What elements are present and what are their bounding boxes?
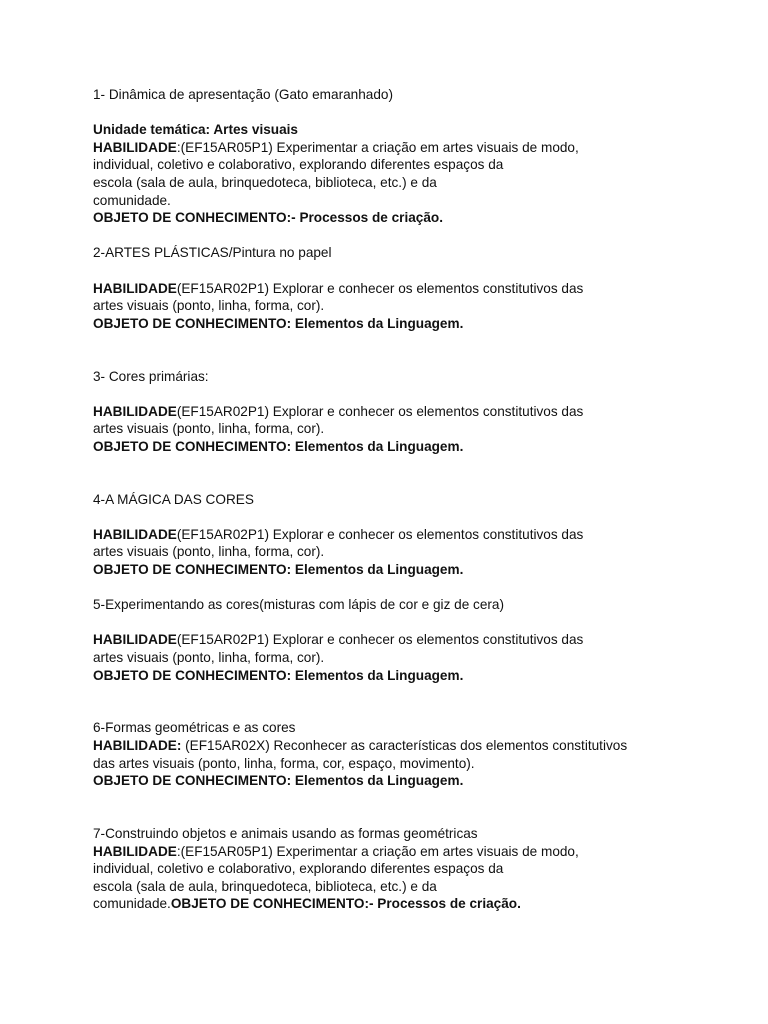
skill-label: HABILIDADE [93,403,177,419]
skill-label: HABILIDADE [93,280,177,296]
thematic-unit: Unidade temática: Artes visuais [93,122,298,138]
skill-line: escola (sala de aula, brinquedoteca, biblioteca, etc.) e da [93,878,437,894]
skill-label: HABILIDADE [93,632,177,648]
skill-label: HABILIDADE [93,843,177,859]
skill-line: individual, coletivo e colaborativo, explorando diferentes espaços da [93,157,504,173]
skill-line: escola (sala de aula, brinquedoteca, biblioteca, etc.) e da [93,174,437,190]
skill-line: HABILIDADE(EF15AR02P1) Explorar e conhecer os elementos constitutivos das [93,280,584,296]
skill-line: artes visuais (ponto, linha, forma, cor). [93,421,325,437]
section-title: 7-Construindo objetos e animais usando as formas geométricas [93,825,478,841]
knowledge-object: OBJETO DE CONHECIMENTO:- Processos de criação. [170,896,521,912]
skill-label: HABILIDADE: [93,737,182,753]
section-title: 6-Formas geométricas e as cores [93,720,296,736]
skill-line: HABILIDADE:(EF15AR05P1) Experimentar a criação em artes visuais de modo, [93,843,579,859]
skill-line: artes visuais (ponto, linha, forma, cor). [93,298,325,314]
skill-line: HABILIDADE(EF15AR02P1) Explorar e conhecer os elementos constitutivos das [93,403,584,419]
skill-line: HABILIDADE:(EF15AR05P1) Experimentar a criação em artes visuais de modo, [93,139,579,155]
section-title: 2-ARTES PLÁSTICAS/Pintura no papel [93,245,332,261]
skill-line: HABILIDADE(EF15AR02P1) Explorar e conhecer os elementos constitutivos das [93,526,584,542]
skill-line: comunidade. [93,192,171,208]
skill-label: HABILIDADE [93,139,177,155]
skill-line: HABILIDADE: (EF15AR02X) Reconhecer as características dos elementos constitutivos [93,737,628,753]
skill-line: artes visuais (ponto, linha, forma, cor). [93,650,325,665]
knowledge-object: OBJETO DE CONHECIMENTO: Elementos da Linguagem. [93,438,464,454]
skill-line: comunidade.OBJETO DE CONHECIMENTO:- Processos de criação. [93,896,521,912]
skill-line: artes visuais (ponto, linha, forma, cor). [93,544,325,560]
knowledge-object: OBJETO DE CONHECIMENTO: Elementos da Linguagem. [93,667,464,683]
knowledge-object: OBJETO DE CONHECIMENTO:- Processos de criação. [93,210,444,226]
knowledge-object: OBJETO DE CONHECIMENTO: Elementos da Linguagem. [93,773,464,789]
knowledge-object: OBJETO DE CONHECIMENTO: Elementos da Linguagem. [93,315,464,331]
document-content [93,86,693,913]
knowledge-object: OBJETO DE CONHECIMENTO: Elementos da Linguagem. [93,562,464,578]
skill-line: individual, coletivo e colaborativo, explorando diferentes espaços da [93,861,504,877]
section-title: 4-A MÁGICA DAS CORES [93,491,254,507]
skill-line: das artes visuais (ponto, linha, forma, cor, espaço, movimento). [93,755,475,771]
skill-line: HABILIDADE(EF15AR02P1) Explorar e conhecer os elementos constitutivos das [93,632,584,648]
section-title: 1- Dinâmica de apresentação (Gato emaranhado) [93,87,393,102]
skill-label: HABILIDADE [93,526,177,542]
section-title: 5-Experimentando as cores(misturas com lápis de cor e giz de cera) [93,597,505,613]
section-title: 3- Cores primárias: [93,368,209,384]
